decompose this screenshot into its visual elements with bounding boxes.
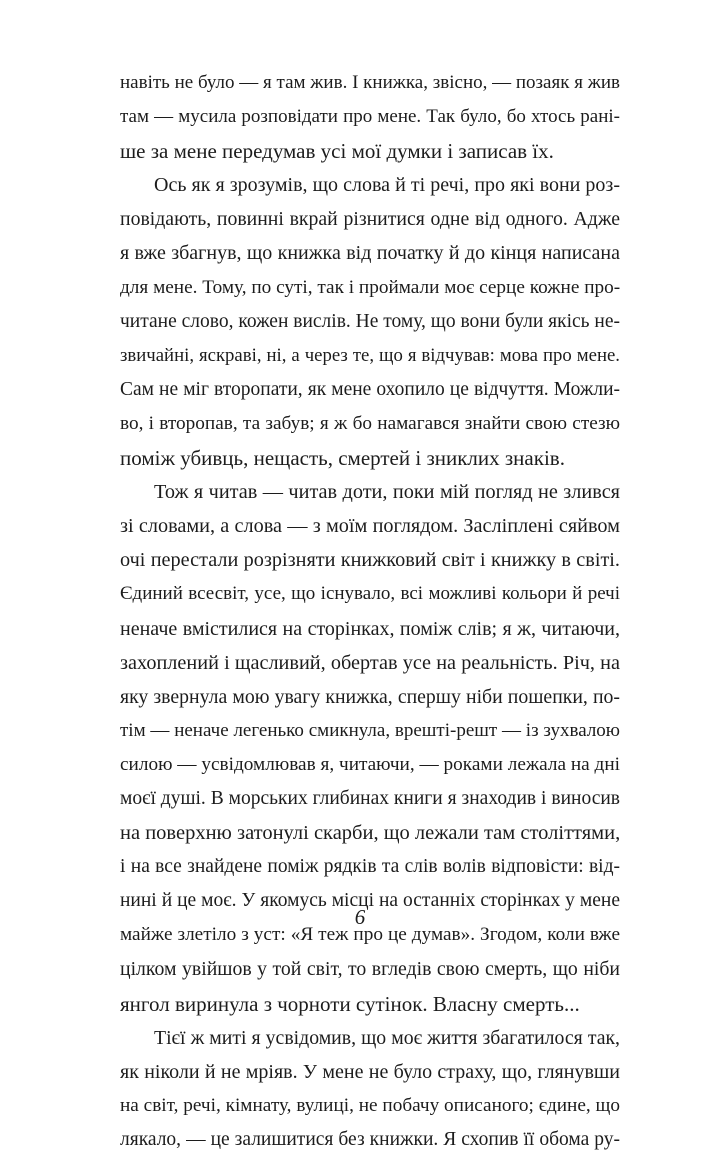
text-line: Єдиний всесвіт, усе, що існувало, всі можливі кольори й речі: [120, 583, 620, 605]
text-line: майже злетіло з уст: «Я теж про це думав». Згодом, коли вже: [120, 924, 620, 946]
text-line: тім — неначе легенько смикнула, врешті-решт — із зухвалою: [120, 719, 620, 741]
page-number: 6: [354, 905, 366, 929]
text-line: зі словами, а слова — з моїм поглядом. Засліплені сяйвом: [120, 515, 620, 538]
text-line: цілком увійшов у той світ, то вгледів свою смерть, що ніби: [120, 958, 620, 981]
text-line: ше за мене передумав усі мої думки і записав їх.: [120, 139, 554, 164]
text-line: читане слово, кожен вислів. Не тому, що вони були якісь не-: [120, 310, 621, 332]
text-line: во, і второпав, та забув; я ж бо намагався знайти свою стезю: [120, 412, 620, 434]
text-line: повідають, повинні вкрай різнитися одне від одного. Адже: [120, 208, 620, 231]
text-line: моєї душі. В морських глибинах книги я знаходив і виносив: [120, 787, 620, 809]
text-line: поміж убивць, нещасть, смертей і зниклих знаків.: [120, 446, 565, 471]
text-line: Ось як я зрозумів, що слова й ті речі, про які вони роз-: [154, 174, 620, 197]
text-line: янгол виринула з чорноти сутінок. Власну смерть...: [120, 991, 580, 1016]
text-line: Тож я читав — читав доти, поки мій погляд не злився: [154, 481, 620, 504]
text-line: для мене. Тому, по суті, так і проймали моє серце кожне про-: [120, 276, 621, 298]
text-line: Сам не міг второпати, як мене охопило це відчуття. Можли-: [120, 378, 620, 400]
text-line: на поверхню затонулі скарби, що лежали там століттями,: [120, 822, 621, 845]
text-line: на світ, речі, кімнату, вулиці, не побачу описаного; єдине, що: [120, 1094, 620, 1116]
body-text: [120, 66, 620, 1157]
text-line: очі перестали розрізняти книжковий світ і книжку в світі.: [120, 549, 620, 572]
text-line: звичайні, яскраві, ні, а через те, що я відчував: мова про мене.: [120, 344, 620, 366]
text-line: захоплений і щасливий, обертав усе на реальність. Річ, на: [120, 651, 620, 674]
text-line: силою — усвідомлював я, читаючи, — роками лежала на дні: [120, 753, 620, 775]
text-line: яку звернула мою увагу книжка, спершу ніби пошепки, по-: [120, 685, 620, 708]
text-line: Тієї ж миті я усвідомив, що моє життя збагатилося так,: [154, 1026, 620, 1049]
text-line: лякало, — це залишитися без книжки. Я схопив її обома ру-: [120, 1128, 620, 1150]
text-line: я вже збагнув, що книжка від початку й до кінця написана: [120, 242, 620, 265]
text-line: неначе вмістилися на сторінках, поміж слів; я ж, читаючи,: [120, 617, 620, 640]
text-line: там — мусила розповідати про мене. Так було, бо хтось рані-: [120, 106, 620, 128]
text-line: як ніколи й не мріяв. У мене не було страху, що, глянувши: [120, 1060, 620, 1083]
text-line: нині й це моє. У якомусь місці на останніх сторінках у мене: [120, 890, 620, 912]
text-line: навіть не було — я там жив. І книжка, звісно, — позаяк я жив: [120, 72, 620, 93]
text-line: і на все знайдене поміж рядків та слів волів відповісти: від-: [120, 856, 620, 878]
